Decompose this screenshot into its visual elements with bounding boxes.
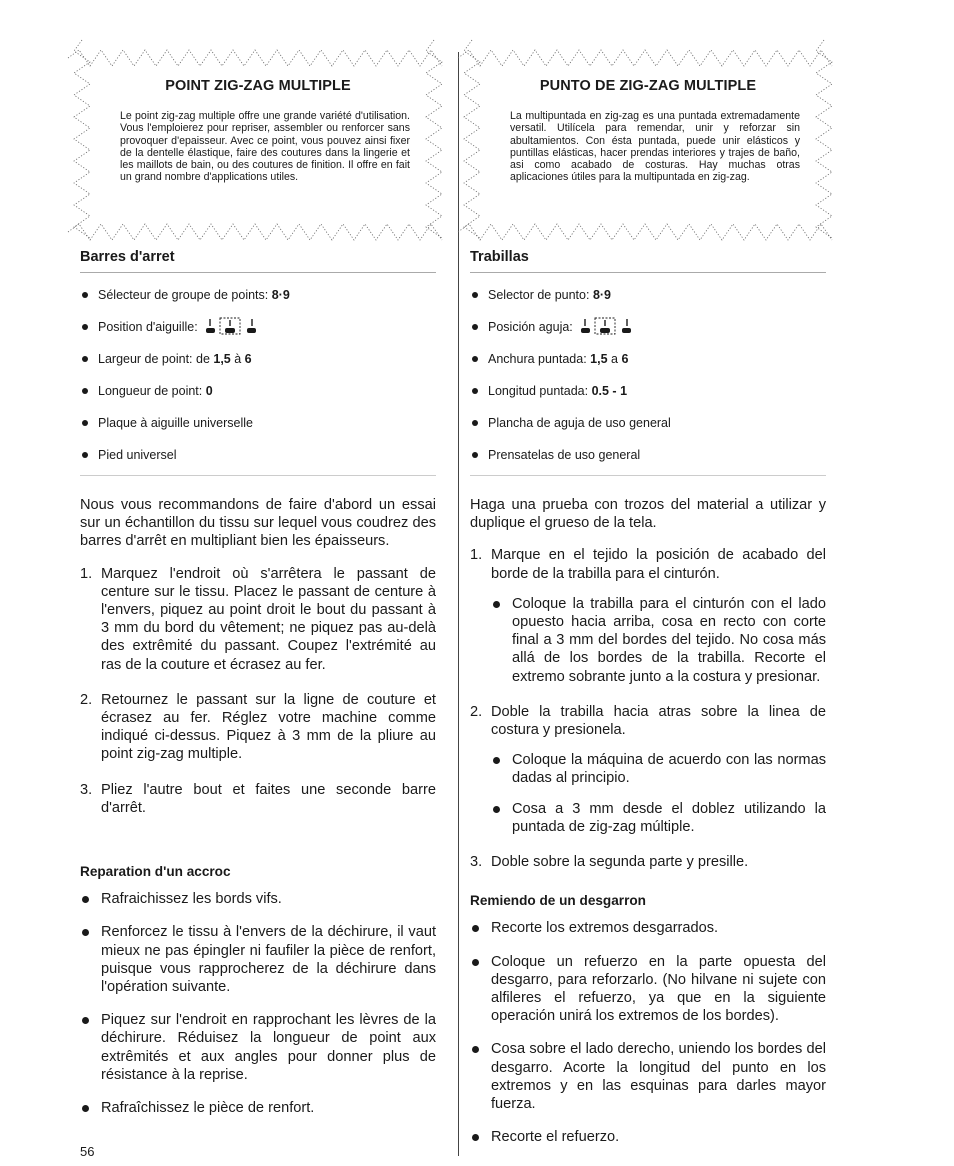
- divider-line: [80, 272, 436, 273]
- list-item: Cosa a 3 mm desde el doblez utilizando la puntada de zig-zag múltiple.: [491, 800, 826, 836]
- list-item: Coloque la trabilla para el cinturón con el lado opuesto hacia arriba, cosa en recto con corte final a 3 mm del bordes del tejido. No cosa más allá de los bordes de la trabilla. Recorte el extremo sobrante junto a la costura y presionar.: [491, 595, 826, 686]
- intro-paragraph-es: Haga una prueba con trozos del material a utilizar y duplique el grueso de la tela.: [470, 497, 826, 532]
- setting-item: Longitud puntada: 0.5 - 1: [470, 375, 826, 407]
- instructions-es: [470, 496, 826, 1146]
- list-item: Cosa sobre el lado derecho, uniendo los bordes del desgarro. Acorte la longitud del punto en los extremos y en las esquinas para darles mayor fuerza.: [470, 1040, 826, 1113]
- list-item: Rafraichissez les bords vifs.: [80, 890, 436, 908]
- setting-item: Sélecteur de groupe de points: 8·9: [80, 279, 436, 311]
- list-item: Recorte los extremos desgarrados.: [470, 919, 826, 937]
- steps-list-fr: [80, 565, 436, 817]
- box-text-es: La multipuntada en zig-zag es una puntada extremadamente versatil. Utilícela para remendar, unir y reforzar sin abultamientos. Con ésta puntada, puede unir elásticos y puntillas elásticas, hacer prendas interiores y trajes de baño, asi como acabado de costuras. Hay muchas otras aplicaciones útiles para la multipuntada en zig-zag.: [510, 110, 800, 184]
- page-number: 56: [80, 1144, 95, 1159]
- intro-box-es: [470, 40, 826, 246]
- french-column: [80, 40, 436, 1132]
- steps-list-es: [470, 546, 826, 871]
- intro-box-fr: [80, 40, 436, 246]
- intro-paragraph-fr: Nous vous recommandons de faire d'abord un essai sur un échantillon du tissu sur lequel vous coudrez des barres d'arrêt en multipliant bien les épaisseurs.: [80, 497, 436, 550]
- setting-item: Pied universel: [80, 439, 436, 471]
- setting-item: Anchura puntada: 1,5 a 6: [470, 343, 826, 375]
- list-item: Coloque un refuerzo en la parte opuesta del desgarro, para reforzarlo. (No hilvane ni sujete con alfileres el refuerzo, ya que en la siguiente operación unirá los extremos de los bordes).: [470, 953, 826, 1026]
- step-item: 1. Marque en el tejido la posición de acabado del borde de la trabilla para el cinturón. Coloque la trabilla para el cinturón con el lado opuesto hacia arriba, cosa en recto con corte final a 3 mm del bordes del tejido. No cosa más allá de los bordes de la trabilla. Recorte el extremo sobrante junto a la costura y presionar.: [470, 547, 826, 685]
- heading-fr: Barres d'arret: [80, 249, 175, 265]
- settings-list-es: [470, 279, 826, 471]
- list-item: Recorte el refuerzo.: [470, 1128, 826, 1146]
- list-item: Renforcez le tissu à l'envers de la déchirure, il vaut mieux ne pas épingler ni faufiler la pièce de renfort, puisque vous rapprocherez de la déchirure dans l'opération suivante.: [80, 923, 436, 996]
- step-item: 3. Doble sobre la segunda parte y presille.: [470, 854, 749, 871]
- section-heading-es: Remiendo de un desgarron: [470, 893, 646, 909]
- divider-line: [470, 475, 826, 476]
- step-item: 2. Retournez le passant sur la ligne de couture et écrasez au fer. Réglez votre machine comme indiqué ci-dessus. Piquez à 3 mm de la pliure au point zig-zag multiple.: [80, 691, 436, 763]
- repair-list-es: [470, 919, 826, 1146]
- setting-item: Plancha de aguja de uso general: [470, 407, 826, 439]
- heading-es: Trabillas: [470, 249, 529, 265]
- setting-item: Largeur de point: de 1,5 à 6: [80, 343, 436, 375]
- list-item: Coloque la máquina de acuerdo con las normas dadas al principio.: [491, 751, 826, 787]
- setting-item: Longueur de point: 0: [80, 375, 436, 407]
- step-item: 3. Pliez l'autre bout et faites une seconde barre d'arrêt.: [80, 781, 436, 816]
- section-heading-fr: Reparation d'un accroc: [80, 864, 231, 880]
- box-text-fr: Le point zig-zag multiple offre une grande variété d'utilisation. Vous l'emploierez pour repriser, assembler ou renforcer sans provoquer d'epaisseur. Avec ce point, vous pouvez ainsi fixer de la dentelle élastique, faire des coutures dans la lingerie et les maillots de bain, ou des coutures de finition. Il offre en fait un grand nombre d'applications utiles.: [120, 110, 410, 184]
- box-title-es: PUNTO DE ZIG-ZAG MULTIPLE: [539, 78, 757, 94]
- step-item: 1. Marquez l'endroit où s'arrêtera le passant de centure sur le tissu. Placez le passant de centure à l'envers, piquez au point droit le bout du passant à 3 mm du bord du vêtement; ne piquez pas au-delà des extrêmité du passant. Coupez l'extrémité au ras de la couture et écrasez au fer.: [80, 565, 436, 673]
- instructions-fr: [80, 496, 436, 1117]
- repair-list-fr: [80, 890, 436, 1117]
- list-item: Piquez sur l'endroit en rapprochant les lèvres de la déchirure. Réduisez la longueur de point aux extrêmités et aux angles pour donner plus de résistance à la reprise.: [80, 1011, 436, 1084]
- setting-item: Position d'aiguille:: [80, 311, 436, 343]
- setting-item: Prensatelas de uso general: [470, 439, 826, 471]
- settings-list-fr: [80, 279, 436, 471]
- box-title-fr: POINT ZIG-ZAG MULTIPLE: [165, 78, 351, 94]
- setting-item: Posición aguja:: [470, 311, 826, 343]
- setting-item: Plaque à aiguille universelle: [80, 407, 436, 439]
- sub-list: [491, 595, 826, 686]
- setting-item: Selector de punto: 8·9: [470, 279, 826, 311]
- divider-line: [80, 475, 436, 476]
- list-item: Rafraîchissez le pièce de renfort.: [80, 1099, 436, 1117]
- divider-line: [470, 272, 826, 273]
- step-item: 2. Doble la trabilla hacia atras sobre la linea de costura y presionela. Coloque la máquina de acuerdo con las normas dadas al principio. Cosa a 3 mm desde el doblez utilizando la puntada de zig-zag múltiple.: [470, 703, 826, 835]
- spanish-column: [470, 40, 826, 1161]
- sub-list: [491, 751, 826, 836]
